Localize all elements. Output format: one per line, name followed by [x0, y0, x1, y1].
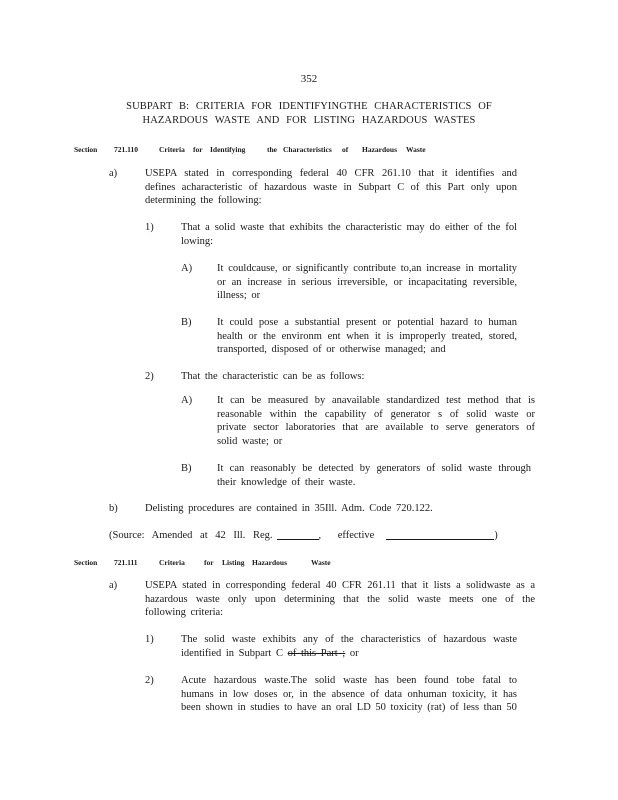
paragraph-text: Delisting procedures are contained in 35Ill. Adm. Code 720.122. — [145, 503, 433, 514]
section-title-word: Listing — [222, 558, 245, 567]
section-label: Section — [74, 558, 98, 567]
section2-paragraph-a-2 — [145, 674, 517, 715]
paragraph-a-2 — [145, 370, 517, 384]
paragraph-a-2-B — [181, 462, 531, 489]
paragraph-text: It can reasonably be detected by generators of solid waste through their knowledge of their waste. — [217, 463, 531, 488]
section-title-word: Waste — [406, 145, 426, 154]
paragraph-text: It could pose a substantial present or potential hazard to human health or the environm ent when it is improperly treated, stored, transported, disposed of or otherwise managed; and — [217, 317, 517, 356]
paragraph-text — [181, 633, 517, 660]
paragraph-marker: B) — [181, 463, 192, 474]
paragraph-text: Acute hazardous waste.The solid waste has been found tobe fatal to humans in low doses or, in the absence of data onhuman toxicity, it has been shown in studies to have an oral LD 50 toxicity (rat) of less than 50 — [181, 675, 517, 714]
section-title-word: Identifying — [210, 145, 246, 154]
paragraph-text-post: or — [349, 647, 359, 659]
section-number: 721.111 — [114, 558, 138, 567]
paragraph-marker: 2) — [145, 371, 154, 382]
paragraph-marker: A) — [181, 263, 193, 274]
paragraph-a-1 — [145, 221, 517, 248]
paragraph-a-2-A — [181, 394, 535, 448]
paragraph-marker: 1) — [145, 222, 154, 233]
paragraph-marker: a) — [109, 580, 118, 591]
section-title-word: the — [267, 145, 277, 154]
section-721-110-heading — [74, 143, 554, 157]
paragraph-text: It couldcause, or significantly contribute to,an increase in mortality or an increase in serious irreversible, or incapacitating reversible, illness; or — [217, 263, 517, 302]
paragraph-text: USEPA stated in corresponding federal 40 CFR 261.11 that it lists a solidwaste as a hazardous waste only upon determining that the solid waste meets one of the following criteria: — [145, 580, 535, 619]
section-title-word: Waste — [311, 558, 331, 567]
paragraph-text: That the characteristic can be as follows: — [181, 371, 365, 382]
section-title-word: of — [342, 145, 349, 154]
paragraph-marker: b) — [109, 503, 118, 514]
source-end: ) — [494, 530, 498, 541]
paragraph-text-pre: The solid waste exhibits any of the characteristics of hazardous waste identified in Subpart C — [181, 634, 517, 659]
section-title-word: Characteristics — [283, 145, 332, 154]
source-mid: , effective — [318, 530, 375, 541]
section-721-111-heading — [74, 556, 554, 570]
struck-text: of this Part ; — [287, 647, 346, 659]
section-title-word: for — [193, 145, 203, 154]
section-title-word: Hazardous — [362, 145, 398, 154]
section2-paragraph-a — [109, 579, 535, 620]
source-note — [109, 529, 498, 543]
paragraph-text: It can be measured by anavailable standardized test method that is reasonable within the capability of generator s of solid waste or private sector laboratories that are available to serve generators of solid waste; or — [217, 395, 535, 447]
paragraph-text: That a solid waste that exhibits the characteristic may do either of the fol lowing: — [181, 222, 517, 247]
paragraph-a-1-B — [181, 316, 517, 357]
paragraph-marker: 2) — [145, 675, 154, 686]
section2-paragraph-a-1 — [145, 633, 517, 660]
paragraph-marker: a) — [109, 168, 118, 179]
paragraph-text: USEPA stated in corresponding federal 40 CFR 261.10 that it identifies and defines acharacteristic of hazardous waste in Subpart C of this Part only upon determining the following: — [145, 168, 517, 207]
section-title-word: Criteria — [159, 145, 185, 154]
section-number: 721.110 — [114, 145, 138, 154]
paragraph-a-1-A — [181, 262, 517, 303]
section-label: Section — [74, 145, 98, 154]
source-reg-blank — [277, 529, 319, 540]
section-title-word: Criteria — [159, 558, 185, 567]
paragraph-a — [109, 167, 517, 208]
paragraph-marker: B) — [181, 317, 192, 328]
subpart-heading-line1: SUBPART B: CRITERIA FOR IDENTIFYINGTHE CHARACTERISTICS OF — [126, 101, 492, 112]
subpart-heading-line2: HAZARDOUS WASTE AND FOR LISTING HAZARDOUS WASTES — [142, 115, 476, 126]
paragraph-marker: A) — [181, 395, 193, 406]
source-date-blank — [386, 529, 494, 540]
section-title-word: Hazardous — [252, 558, 288, 567]
page-number: 352 — [300, 73, 318, 85]
paragraph-b — [109, 502, 517, 516]
section-title-word: for — [204, 558, 214, 567]
source-prefix: (Source: Amended at 42 Ill. Reg. — [109, 530, 273, 541]
subpart-heading — [100, 100, 518, 128]
paragraph-marker: 1) — [145, 634, 154, 645]
